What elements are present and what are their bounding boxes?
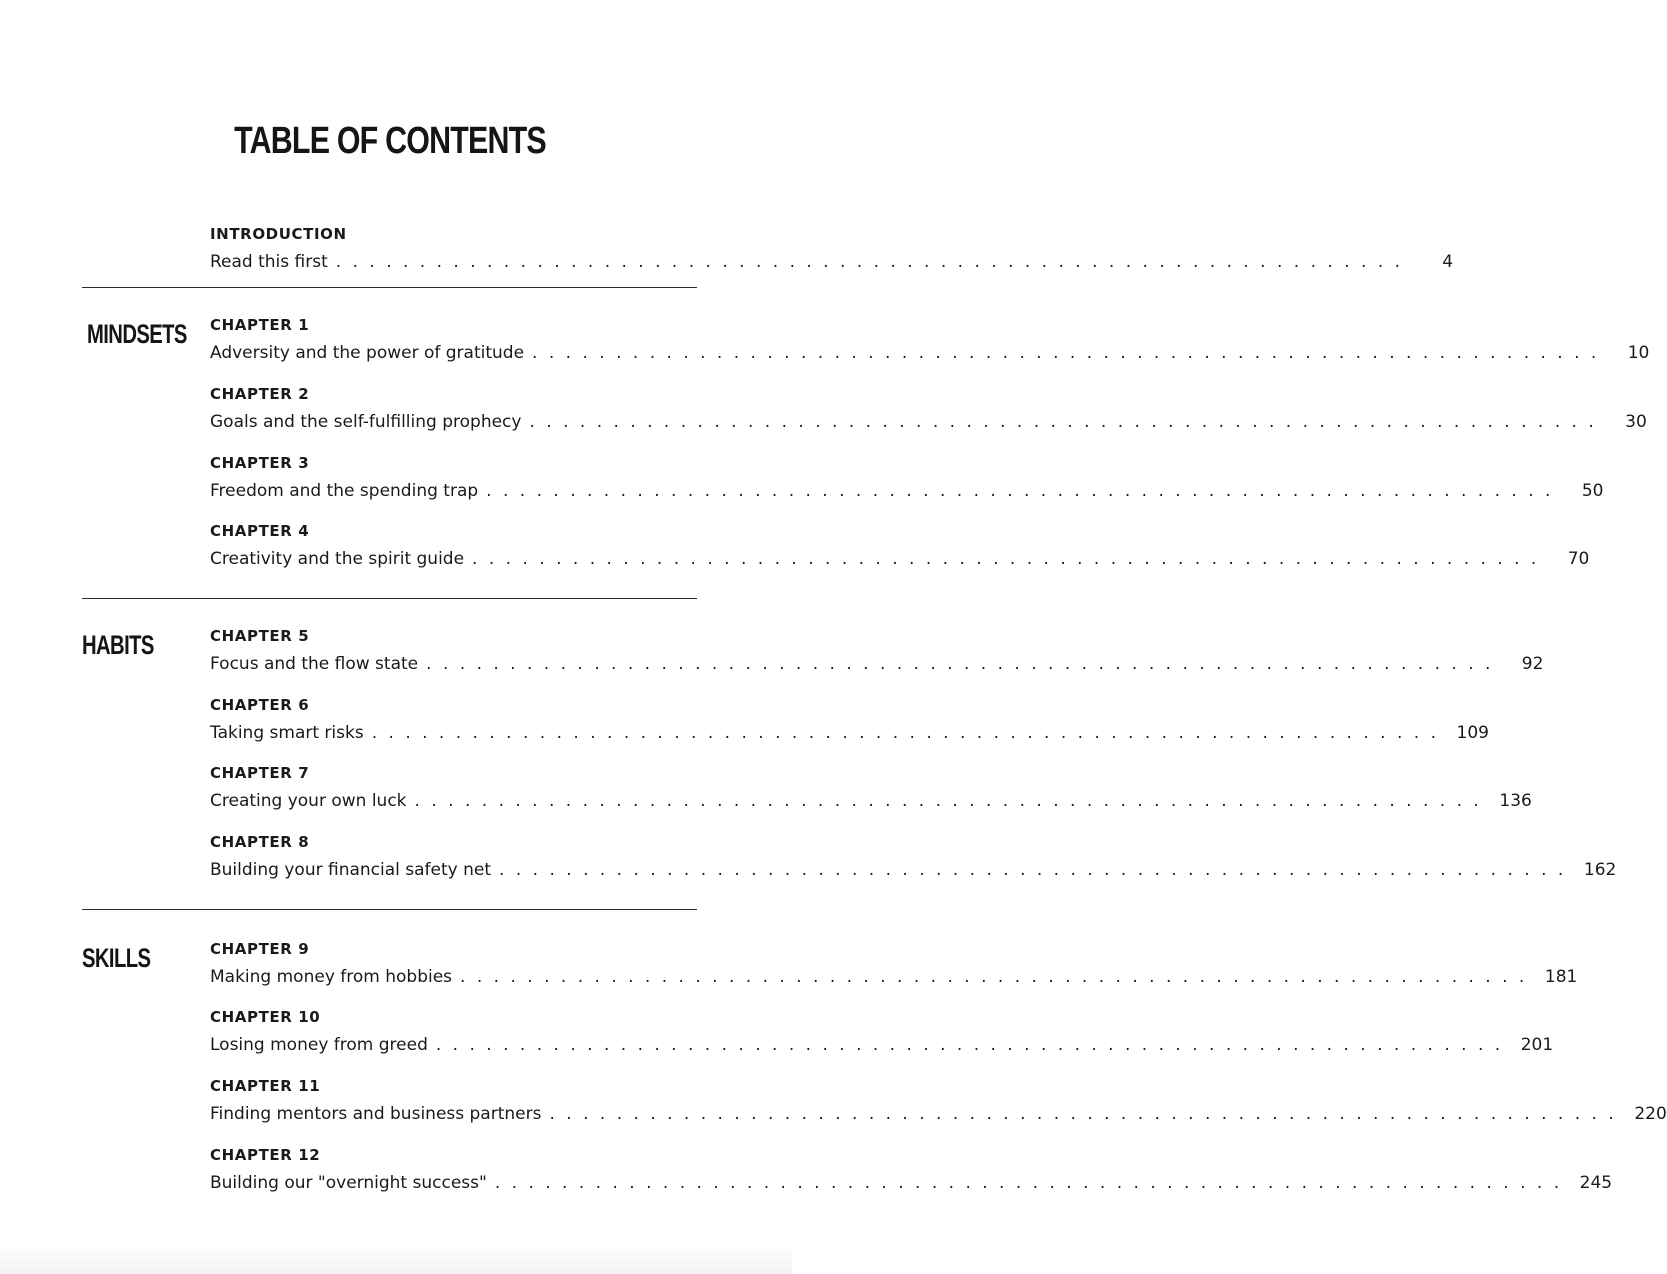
entry-line xyxy=(210,341,1650,365)
dot-leader: . . . . . . . . . . . . . . . . . . . . . . . . . . . . . . . . . . . . . . . . . . . . . . . . . . . . . . . . . . . . . . . . xyxy=(472,549,1540,569)
dot-leader: . . . . . . . . . . . . . . . . . . . . . . . . . . . . . . . . . . . . . . . . . . . . . . . . . . . . . . . . . . . . . . . . xyxy=(499,860,1567,880)
section-label-skills: SKILLS xyxy=(82,943,151,973)
toc-entry-chapter-1[interactable] xyxy=(210,315,1650,365)
entry-label: CHAPTER 10 xyxy=(210,1008,321,1026)
entry-label: CHAPTER 7 xyxy=(210,764,310,782)
dot-leader: . . . . . . . . . . . . . . . . . . . . . . . . . . . . . . . . . . . . . . . . . . . . . . . . . . . . . . . . . . . . . . . . xyxy=(435,1035,1504,1055)
entry-line xyxy=(210,250,1454,274)
entry-line xyxy=(210,547,1590,571)
entry-page-number: 162 xyxy=(1583,860,1617,880)
entry-title: Losing money from greed xyxy=(210,1035,428,1055)
entry-page-number: 245 xyxy=(1579,1173,1613,1193)
entry-label: INTRODUCTION xyxy=(210,225,347,243)
entry-line xyxy=(210,1033,1554,1057)
entry-label: CHAPTER 8 xyxy=(210,833,310,851)
dot-leader: . . . . . . . . . . . . . . . . . . . . . . . . . . . . . . . . . . . . . . . . . . . . . . . . . . . . . . . . . . . . . . . . xyxy=(486,481,1554,501)
entry-title: Building your financial safety net xyxy=(210,860,492,880)
toc-entry-chapter-5[interactable] xyxy=(210,626,1544,676)
toc-entry-chapter-4[interactable] xyxy=(210,521,1590,571)
entry-label: CHAPTER 3 xyxy=(210,454,310,472)
toc-entry-introduction[interactable] xyxy=(210,224,1454,274)
dot-leader: . . . . . . . . . . . . . . . . . . . . . . . . . . . . . . . . . . . . . . . . . . . . . . . . . . . . . . . . . . . . . . . . xyxy=(414,791,1482,811)
entry-title: Read this first xyxy=(210,252,328,272)
entry-label: CHAPTER 5 xyxy=(210,627,310,645)
entry-page-number: 30 xyxy=(1625,412,1647,432)
page-title: TABLE OF CONTENTS xyxy=(234,120,546,162)
dot-leader: . . . . . . . . . . . . . . . . . . . . . . . . . . . . . . . . . . . . . . . . . . . . . . . . . . . . . . . . . . . . . . . . xyxy=(494,1173,1563,1193)
entry-label: CHAPTER 11 xyxy=(210,1077,321,1095)
section-divider xyxy=(82,909,697,910)
entry-line xyxy=(210,1171,1613,1195)
entry-line xyxy=(210,721,1489,745)
entry-page-number: 10 xyxy=(1627,343,1650,363)
entry-line xyxy=(210,410,1647,434)
dot-leader: . . . . . . . . . . . . . . . . . . . . . . . . . . . . . . . . . . . . . . . . . . . . . . . . . . . . . . . . . . . . . . . . xyxy=(460,967,1528,987)
entry-title: Adversity and the power of gratitude xyxy=(210,343,525,363)
entry-title: Taking smart risks xyxy=(210,723,364,743)
entry-line xyxy=(210,858,1617,882)
entry-line xyxy=(210,1102,1667,1126)
entry-page-number: 201 xyxy=(1520,1035,1554,1055)
toc-entry-chapter-7[interactable] xyxy=(210,763,1532,813)
entry-label: CHAPTER 9 xyxy=(210,940,310,958)
entry-title: Focus and the flow state xyxy=(210,654,419,674)
dot-leader: . . . . . . . . . . . . . . . . . . . . . . . . . . . . . . . . . . . . . . . . . . . . . . . . . . . . . . . . . . . . . . . . xyxy=(549,1104,1617,1124)
entry-title: Freedom and the spending trap xyxy=(210,481,479,501)
entry-title: Making money from hobbies xyxy=(210,967,453,987)
entry-label: CHAPTER 2 xyxy=(210,385,310,403)
dot-leader: . . . . . . . . . . . . . . . . . . . . . . . . . . . . . . . . . . . . . . . . . . . . . . . . . . . . . . . . . . . . . . . . xyxy=(532,343,1600,363)
section-label-mindsets: MINDSETS xyxy=(87,319,187,349)
toc-entry-chapter-10[interactable] xyxy=(210,1007,1554,1057)
toc-entry-chapter-11[interactable] xyxy=(210,1076,1667,1126)
toc-entry-chapter-6[interactable] xyxy=(210,695,1489,745)
entry-label: CHAPTER 4 xyxy=(210,522,310,540)
page-bottom-edge xyxy=(0,1244,792,1274)
toc-entry-chapter-8[interactable] xyxy=(210,832,1617,882)
entry-line xyxy=(210,479,1604,503)
entry-title: Creating your own luck xyxy=(210,791,407,811)
entry-label: CHAPTER 1 xyxy=(210,316,310,334)
dot-leader: . . . . . . . . . . . . . . . . . . . . . . . . . . . . . . . . . . . . . . . . . . . . . . . . . . . . . . . . . . . . . . . . xyxy=(529,412,1597,432)
entry-page-number: 109 xyxy=(1456,723,1489,743)
dot-leader: . . . . . . . . . . . . . . . . . . . . . . . . . . . . . . . . . . . . . . . . . . . . . . . . . . . . . . . . . . . . . . . . xyxy=(371,723,1439,743)
section-divider xyxy=(82,598,697,599)
entry-page-number: 220 xyxy=(1634,1104,1667,1124)
entry-line xyxy=(210,789,1532,813)
toc-entry-chapter-2[interactable] xyxy=(210,384,1647,434)
entry-title: Goals and the self-fulfilling prophecy xyxy=(210,412,522,432)
entry-page-number: 136 xyxy=(1499,791,1532,811)
entry-title: Finding mentors and business partners xyxy=(210,1104,542,1124)
section-label-habits: HABITS xyxy=(82,630,154,660)
entry-page-number: 4 xyxy=(1442,252,1454,272)
entry-page-number: 50 xyxy=(1581,481,1604,501)
entry-title: Creativity and the spirit guide xyxy=(210,549,465,569)
entry-page-number: 70 xyxy=(1567,549,1590,569)
entry-page-number: 92 xyxy=(1521,654,1544,674)
dot-leader: . . . . . . . . . . . . . . . . . . . . . . . . . . . . . . . . . . . . . . . . . . . . . . . . . . . . . . . . . . . . . . . . xyxy=(426,654,1494,674)
dot-leader: . . . . . . . . . . . . . . . . . . . . . . . . . . . . . . . . . . . . . . . . . . . . . . . . . . . . . . . . . . . . . . . . xyxy=(335,252,1404,272)
toc-entry-chapter-3[interactable] xyxy=(210,453,1604,503)
entry-line xyxy=(210,652,1544,676)
entry-line xyxy=(210,965,1578,989)
entry-page-number: 181 xyxy=(1544,967,1578,987)
toc-entry-chapter-9[interactable] xyxy=(210,939,1578,989)
entry-label: CHAPTER 6 xyxy=(210,696,310,714)
section-divider xyxy=(82,287,697,288)
toc-entry-chapter-12[interactable] xyxy=(210,1145,1613,1195)
entry-title: Building our "overnight success" xyxy=(210,1173,487,1193)
entry-label: CHAPTER 12 xyxy=(210,1146,321,1164)
